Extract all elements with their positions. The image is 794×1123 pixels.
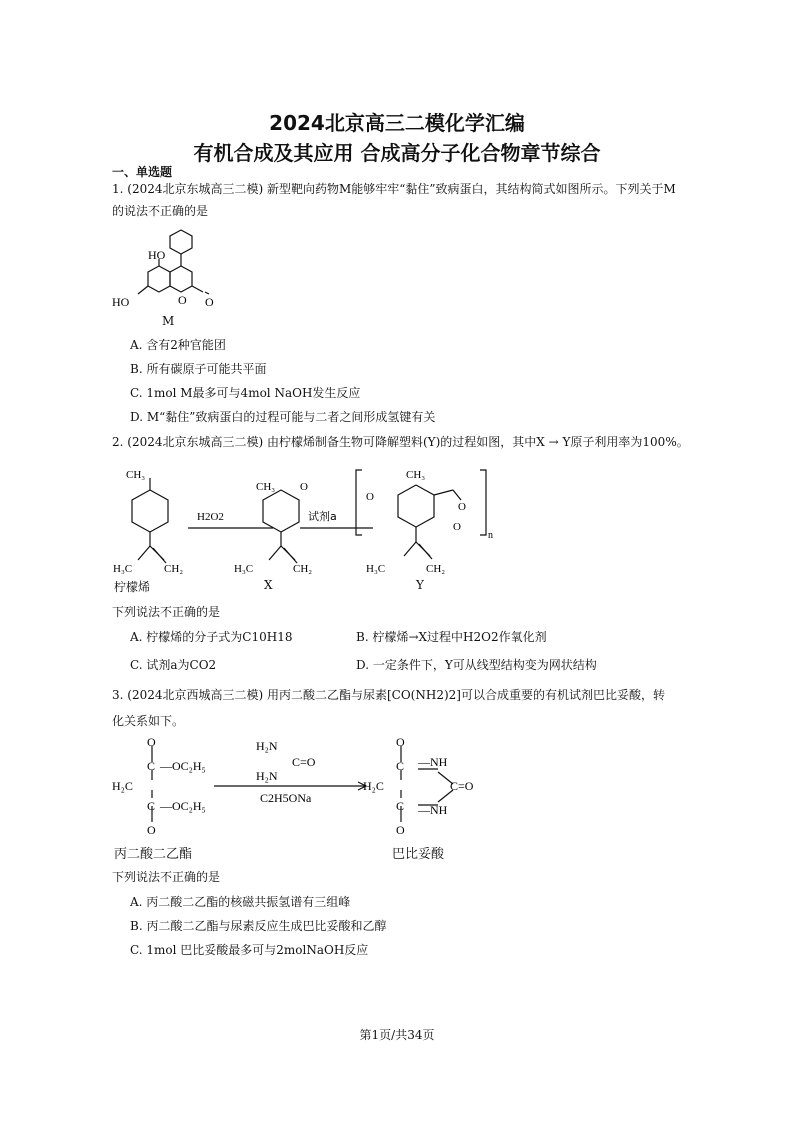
svg-text:O: O: [147, 823, 156, 837]
q2-option-d[interactable]: D. 一定条件下，Y可从线型结构变为网状结构: [356, 658, 597, 672]
svg-text:O: O: [366, 491, 374, 503]
q2-label-x: X: [264, 578, 273, 592]
q1-option-c[interactable]: C. 1mol M最多可与4mol NaOH发生反应: [130, 386, 361, 400]
svg-text:CH₃: CH₃: [256, 481, 276, 493]
q2-label-y: Y: [416, 578, 424, 592]
q3-option-b[interactable]: B. 丙二酸二乙酯与尿素反应生成巴比妥酸和乙醇: [130, 919, 387, 933]
svg-text:H₃C: H₃C: [234, 563, 254, 575]
q1-option-d[interactable]: D. M“黏住”致病蛋白的过程可能与二者之间形成氢键有关: [130, 410, 436, 424]
svg-text:H₂N: H₂N: [256, 769, 278, 783]
q2-option-a[interactable]: A. 柠檬烯的分子式为C10H18: [130, 630, 293, 644]
svg-text:H2O2: H2O2: [197, 511, 224, 523]
q2-option-c[interactable]: C. 试剂a为CO2: [130, 658, 217, 672]
q3-stem-line1: 3. (2024北京西城高三二模) 用丙二酸二乙酯与尿素[CO(NH2)2]可以合成重要的有机试剂巴比妥酸，转: [112, 688, 665, 702]
page-title: 2024北京高三二模化学汇编: [269, 111, 525, 135]
svg-text:C: C: [147, 799, 156, 813]
q3-label-barbituric-acid: 巴比妥酸: [392, 847, 445, 862]
svg-text:O: O: [178, 293, 187, 307]
svg-text:C=O: C=O: [450, 779, 474, 793]
svg-text:H₂C: H₂C: [112, 779, 133, 793]
svg-text:H₃C: H₃C: [366, 563, 386, 575]
q3-reaction-scheme: [108, 732, 508, 840]
svg-text:O: O: [205, 295, 214, 309]
svg-text:—OC₂H₅: —OC₂H₅: [160, 759, 206, 773]
svg-text:试剂a: 试剂a: [308, 510, 337, 523]
q2-stem-line1: 2. (2024北京东城高三二模) 由柠檬烯制备生物可降解塑料(Y)的过程如图，其中X → Y原子利用率为100%。: [112, 435, 689, 449]
q3-option-a[interactable]: A. 丙二酸二乙酯的核磁共振氢谱有三组峰: [130, 895, 351, 909]
svg-text:HO: HO: [148, 248, 166, 262]
svg-text:H₂N: H₂N: [256, 739, 278, 753]
svg-text:CH₂: CH₂: [293, 563, 313, 575]
svg-text:HO: HO: [112, 295, 130, 309]
q1-option-b[interactable]: B. 所有碳原子可能共平面: [130, 362, 267, 376]
svg-text:O: O: [458, 501, 466, 513]
svg-text:H₂C: H₂C: [363, 779, 384, 793]
svg-text:CH₃: CH₃: [126, 469, 146, 481]
svg-text:—NH: —NH: [418, 755, 448, 769]
section-heading: 一、单选题: [112, 165, 173, 179]
q2-label-limonene: 柠檬烯: [114, 580, 151, 594]
svg-text:O: O: [147, 735, 156, 749]
q3-prompt: 下列说法不正确的是: [112, 870, 221, 884]
svg-text:n: n: [488, 530, 493, 541]
q1-stem-line1: 1. (2024北京东城高三二模) 新型靶向药物M能够牢牢“黏住”致病蛋白，其结构简式如图所示。下列关于M: [112, 182, 676, 196]
svg-text:C=O: C=O: [292, 755, 316, 769]
q1-stem-line2: 的说法不正确的是: [112, 204, 209, 218]
svg-text:O: O: [396, 823, 405, 837]
svg-text:C: C: [396, 799, 405, 813]
svg-text:O: O: [396, 735, 405, 749]
svg-text:C: C: [396, 759, 405, 773]
q2-prompt: 下列说法不正确的是: [112, 605, 221, 619]
q3-stem-line2: 化关系如下。: [112, 714, 185, 728]
svg-text:—OC₂H₅: —OC₂H₅: [160, 799, 206, 813]
q3-label-diethyl-malonate: 丙二酸二乙酯: [114, 847, 193, 862]
svg-text:CH₂: CH₂: [426, 563, 446, 575]
svg-text:C2H5ONa: C2H5ONa: [260, 791, 312, 805]
svg-text:O: O: [453, 521, 461, 533]
svg-text:H₃C: H₃C: [113, 563, 133, 575]
q3-option-c[interactable]: C. 1mol 巴比妥酸最多可与2molNaOH反应: [130, 943, 369, 957]
q1-option-a[interactable]: A. 含有2种官能团: [130, 338, 226, 352]
q2-reaction-scheme: [108, 460, 708, 595]
svg-text:CH₃: CH₃: [406, 469, 426, 481]
page-subtitle: 有机合成及其应用 合成高分子化合物章节综合: [193, 141, 601, 165]
svg-text:C: C: [147, 759, 156, 773]
svg-text:—NH: —NH: [418, 803, 448, 817]
q1-molecule-label: M: [162, 314, 175, 328]
svg-text:O: O: [300, 481, 308, 493]
page-number: 第1页/共34页: [359, 1028, 435, 1042]
q2-option-b[interactable]: B. 柠檬烯→X过程中H2O2作氧化剂: [356, 630, 547, 644]
svg-text:CH₂: CH₂: [164, 563, 184, 575]
